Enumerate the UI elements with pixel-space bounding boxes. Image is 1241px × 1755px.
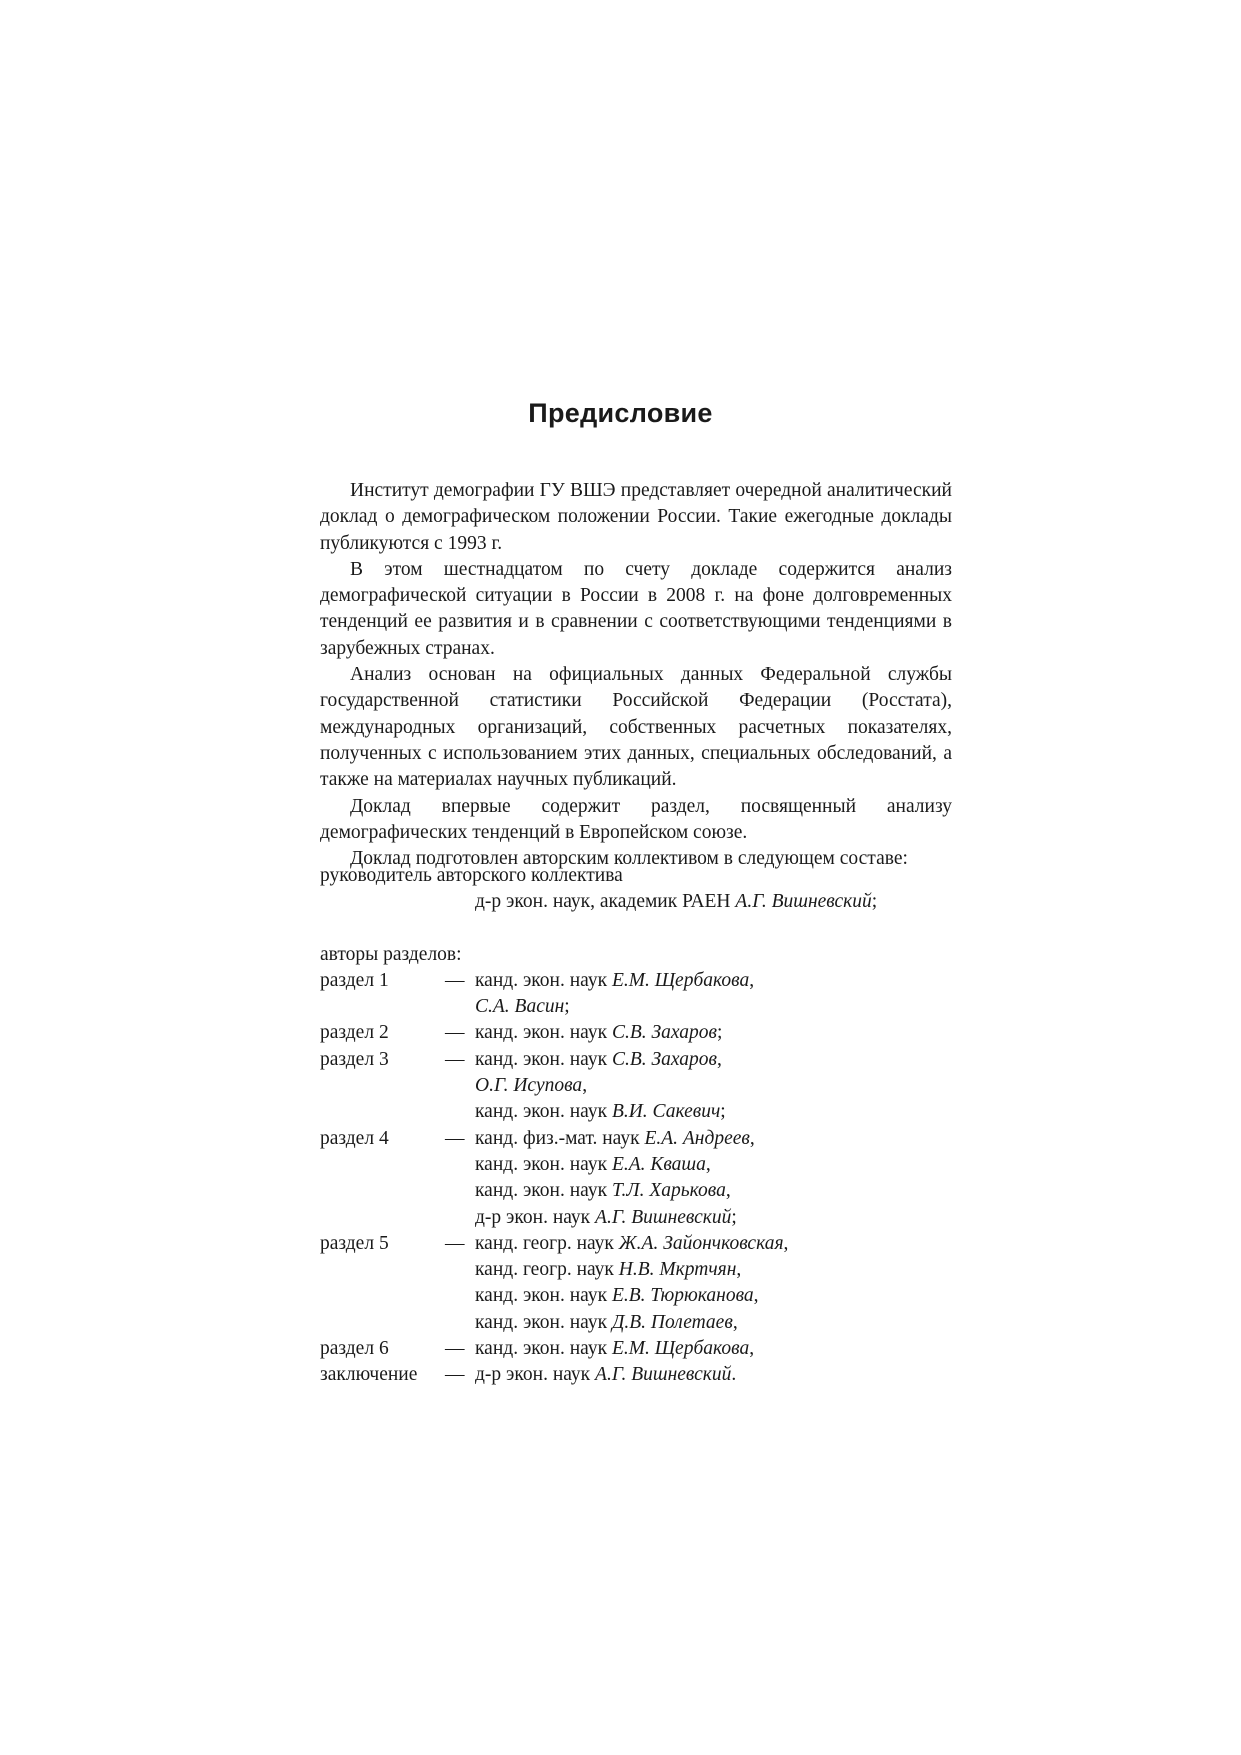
section-label: раздел 4 xyxy=(320,1127,389,1149)
paragraph: Анализ основан на официальных данных Федеральной службы государственной статистики Российской Федерации (Росстата), международных организаций, собственных расчетных показателях, полученных с использованием этих данных, специальных обследований, а также на материалах научных публикаций. xyxy=(320,664,952,791)
author-degree: канд. экон. наук xyxy=(475,1022,612,1044)
author-degree: канд. экон. наук xyxy=(475,1311,612,1333)
author-line xyxy=(475,1362,952,1388)
author-name: Е.В. Тюрюканова xyxy=(611,1285,754,1307)
section-label: заключение xyxy=(320,1364,418,1386)
leader-label: руководитель авторского коллектива xyxy=(320,865,623,886)
author-punct: . xyxy=(731,1364,737,1386)
author-line xyxy=(475,1047,952,1073)
section-authors xyxy=(475,1020,952,1046)
author-punct: , xyxy=(783,1232,789,1254)
em-dash: — xyxy=(445,1127,465,1149)
author-degree: канд. физ.-мат. наук xyxy=(475,1127,645,1149)
author-punct: , xyxy=(725,1180,731,1202)
section-authors xyxy=(475,1126,952,1231)
author-degree: канд. экон. наук xyxy=(475,1101,612,1123)
author-name: С.В. Захаров xyxy=(611,1048,717,1070)
em-dash: — xyxy=(445,1048,465,1070)
author-line xyxy=(475,1178,952,1204)
author-degree: канд. геогр. наук xyxy=(475,1232,619,1254)
preface-body xyxy=(320,478,952,872)
section-row xyxy=(320,1126,952,1231)
paragraph: Доклад подготовлен авторским коллективом в следующем составе: xyxy=(350,848,908,870)
section-row xyxy=(320,1020,952,1046)
author-degree: канд. экон. наук xyxy=(475,1180,612,1202)
paragraph: Институт демографии ГУ ВШЭ представляет очередной аналитический доклад о демографическом положении России. Такие ежегодные доклады публикуются с 1993 г. xyxy=(320,480,952,554)
author-name: Д.В. Полетаев xyxy=(611,1311,733,1333)
author-punct: , xyxy=(705,1153,711,1175)
author-line xyxy=(475,1020,952,1046)
author-line xyxy=(475,994,952,1020)
author-name: С.В. Захаров xyxy=(611,1022,717,1044)
paragraph: В этом шестнадцатом по счету докладе содержится анализ демографической ситуации в России в 2008 г. на фоне долговременных тенденций ее развития и в сравнении с соответствующими тенденциями в зарубежных странах. xyxy=(320,558,952,659)
author-punct: , xyxy=(753,1285,759,1307)
author-line xyxy=(475,1310,952,1336)
author-line xyxy=(475,1126,952,1152)
author-punct: ; xyxy=(717,1022,723,1044)
section-authors xyxy=(475,1231,952,1336)
author-degree: канд. экон. наук xyxy=(475,1153,612,1175)
author-punct: , xyxy=(749,1338,755,1360)
section-row xyxy=(320,968,952,1021)
author-name: Е.М. Щербакова xyxy=(611,1338,750,1360)
em-dash: — xyxy=(445,1232,465,1254)
leader-degree: д-р экон. наук, академик РАЕН xyxy=(475,891,736,913)
author-punct: , xyxy=(732,1311,738,1333)
author-line xyxy=(475,1257,952,1283)
section-row xyxy=(320,1047,952,1126)
author-name: А.Г. Вишневский xyxy=(595,1206,732,1228)
page-title: Предисловие xyxy=(528,398,713,428)
author-line xyxy=(475,1283,952,1309)
author-name: С.А. Васин xyxy=(475,996,565,1018)
author-name: Н.В. Мкртчян xyxy=(618,1259,737,1281)
section-authors xyxy=(475,1362,952,1388)
author-line xyxy=(475,1336,952,1362)
author-name: Т.Л. Харькова xyxy=(611,1180,726,1202)
leader-punct: ; xyxy=(871,891,878,913)
sections-list xyxy=(320,968,952,1389)
section-label: раздел 6 xyxy=(320,1338,389,1360)
em-dash: — xyxy=(445,1338,465,1360)
author-punct: , xyxy=(749,969,755,991)
section-authors xyxy=(475,1336,952,1362)
author-name: Е.А. Андреев xyxy=(644,1127,750,1149)
section-label: раздел 1 xyxy=(320,969,389,991)
paragraph: Доклад впервые содержит раздел, посвященный анализу демографических тенденций в Европейском союзе. xyxy=(320,795,952,843)
author-punct: ; xyxy=(720,1101,726,1123)
author-line xyxy=(475,968,952,994)
author-name: О.Г. Исупова xyxy=(475,1075,583,1097)
section-label: раздел 5 xyxy=(320,1232,389,1254)
author-punct: , xyxy=(749,1127,755,1149)
author-line xyxy=(475,1099,952,1125)
section-label: раздел 3 xyxy=(320,1048,389,1070)
author-degree: канд. экон. наук xyxy=(475,969,612,991)
author-line xyxy=(475,1073,952,1099)
section-label: раздел 2 xyxy=(320,1022,389,1044)
author-name: Е.А. Кваша xyxy=(611,1153,706,1175)
author-degree: канд. экон. наук xyxy=(475,1048,612,1070)
section-row xyxy=(320,1362,952,1388)
author-punct: , xyxy=(582,1075,588,1097)
author-degree: канд. геогр. наук xyxy=(475,1259,619,1281)
em-dash: — xyxy=(445,1364,465,1386)
author-name: Ж.А. Зайончковская xyxy=(618,1232,784,1254)
author-credits xyxy=(320,863,952,1389)
leader-name: А.Г. Вишневский xyxy=(735,891,872,913)
leader-entry xyxy=(475,889,952,915)
authors-label: авторы разделов: xyxy=(320,943,462,965)
author-name: А.Г. Вишневский xyxy=(595,1364,732,1386)
author-punct: ; xyxy=(564,996,570,1018)
section-authors xyxy=(475,968,952,1021)
em-dash: — xyxy=(445,969,465,991)
author-degree: д-р экон. наук xyxy=(475,1206,596,1228)
em-dash: — xyxy=(445,1022,465,1044)
section-row xyxy=(320,1336,952,1362)
author-punct: , xyxy=(717,1048,722,1070)
section-row xyxy=(320,1231,952,1336)
author-degree: канд. экон. наук xyxy=(475,1285,612,1307)
author-name: Е.М. Щербакова xyxy=(611,969,750,991)
author-punct: ; xyxy=(731,1206,737,1228)
author-line xyxy=(475,1205,952,1231)
author-degree: канд. экон. наук xyxy=(475,1338,612,1360)
section-authors xyxy=(475,1047,952,1126)
author-line xyxy=(475,1152,952,1178)
author-line xyxy=(475,1231,952,1257)
author-degree: д-р экон. наук xyxy=(475,1364,596,1386)
author-punct: , xyxy=(736,1259,742,1281)
author-name: В.И. Сакевич xyxy=(611,1101,721,1123)
